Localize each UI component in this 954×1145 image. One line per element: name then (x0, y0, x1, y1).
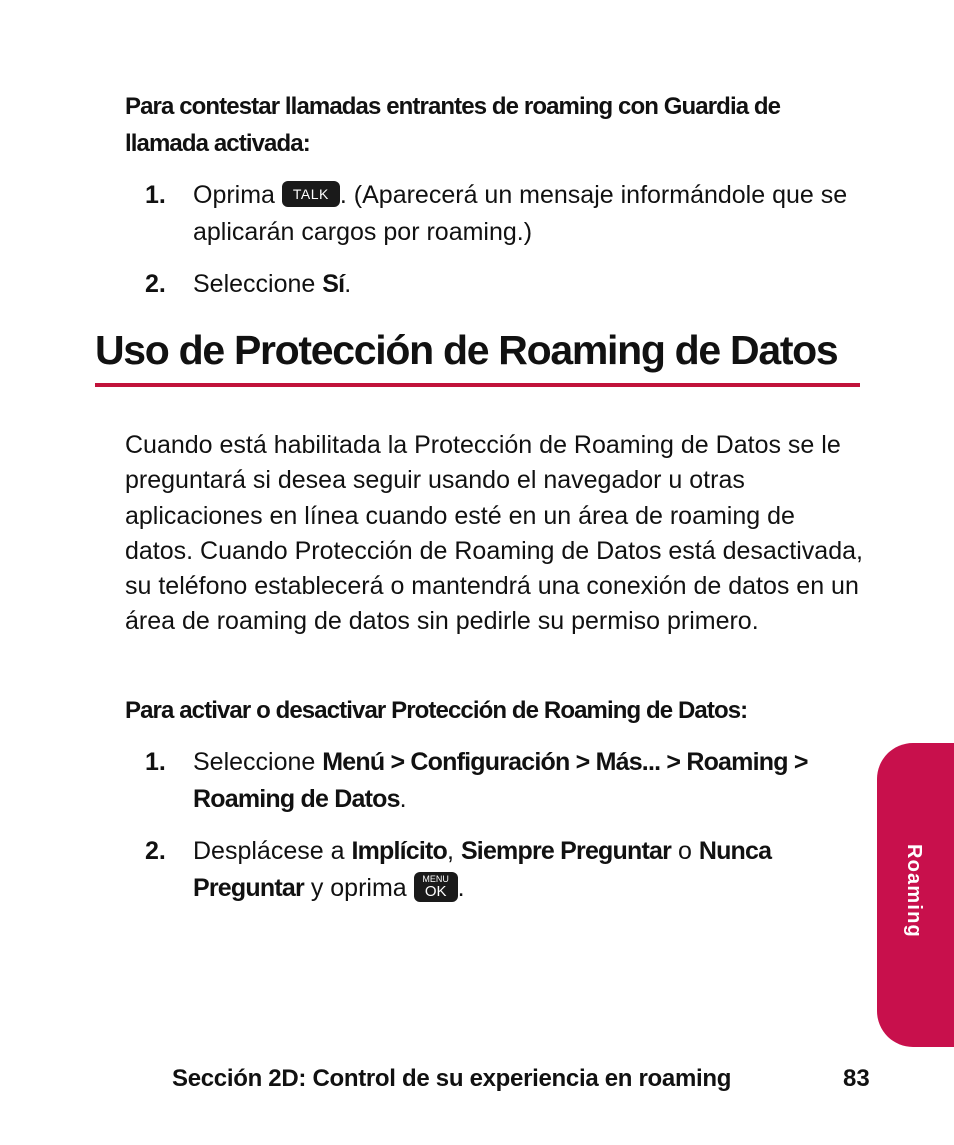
step-number: 1. (145, 181, 166, 209)
menu-path-item: Menú (322, 748, 385, 776)
step-text: Desplácese a (193, 837, 352, 865)
option-yes: Sí (322, 270, 345, 298)
page-number: 83 (843, 1065, 870, 1092)
instruction-heading-toggle-protection: Para activar o desactivar Protección de Roaming de Datos: (125, 697, 748, 724)
step-text: Seleccione (193, 748, 323, 776)
menu-path-separator: > (660, 748, 687, 776)
step-text: . (344, 270, 352, 298)
option-never-ask: Nunca Preguntar (193, 837, 772, 902)
menu-path-separator: > (787, 748, 808, 776)
step-text: . (399, 785, 407, 813)
step-text: Seleccione (193, 270, 323, 298)
menu-path-item: Roaming (686, 748, 788, 776)
step-text: o (671, 837, 699, 865)
key-label-bottom: OK (424, 883, 447, 901)
menu-path-separator: > (384, 748, 411, 776)
step-number: 1. (145, 748, 166, 776)
step-number: 2. (145, 270, 166, 298)
option-implicit: Implícito (351, 837, 448, 865)
step-text: , (447, 837, 461, 865)
chapter-side-tab-label: Roaming (903, 844, 925, 938)
step-text: . (Aparecerá un mensaje informándole que se aplicarán cargos por roaming.) (193, 181, 848, 246)
step-text: y oprima (303, 874, 414, 902)
step-text: . (457, 874, 465, 902)
menu-path-item: Más... (595, 748, 661, 776)
option-always-ask: Siempre Preguntar (460, 837, 672, 865)
menu-path-item: Roaming de Datos (193, 785, 400, 813)
section-title: Uso de Protección de Roaming de Datos (95, 327, 838, 373)
key-label-top: MENU (422, 874, 449, 885)
step-text: Oprima (193, 181, 282, 209)
instruction-heading-answer-calls: Para contestar llamadas entrantes de roaming con Guardia de llamada activada: (125, 93, 781, 157)
menu-path-separator: > (569, 748, 596, 776)
title-underline (95, 383, 860, 387)
body-paragraph: Cuando está habilitada la Protección de Roaming de Datos se le preguntará si desea seguir usando el navegador u otras aplicaciones en línea cuando esté en un área de roaming de datos. Cuando Protección de Roaming de Datos está desactivada, su teléfono establecerá o mantendrá una conexión de datos en un área de roaming de datos sin pedirle su permiso primero. (125, 431, 863, 636)
footer-section-title: Sección 2D: Control de su experiencia en roaming (172, 1065, 732, 1092)
menu-ok-key-icon (414, 872, 458, 902)
talk-key-icon: TALK (282, 181, 340, 207)
menu-path-item: Configuración (410, 748, 570, 776)
step-number: 2. (145, 837, 166, 865)
